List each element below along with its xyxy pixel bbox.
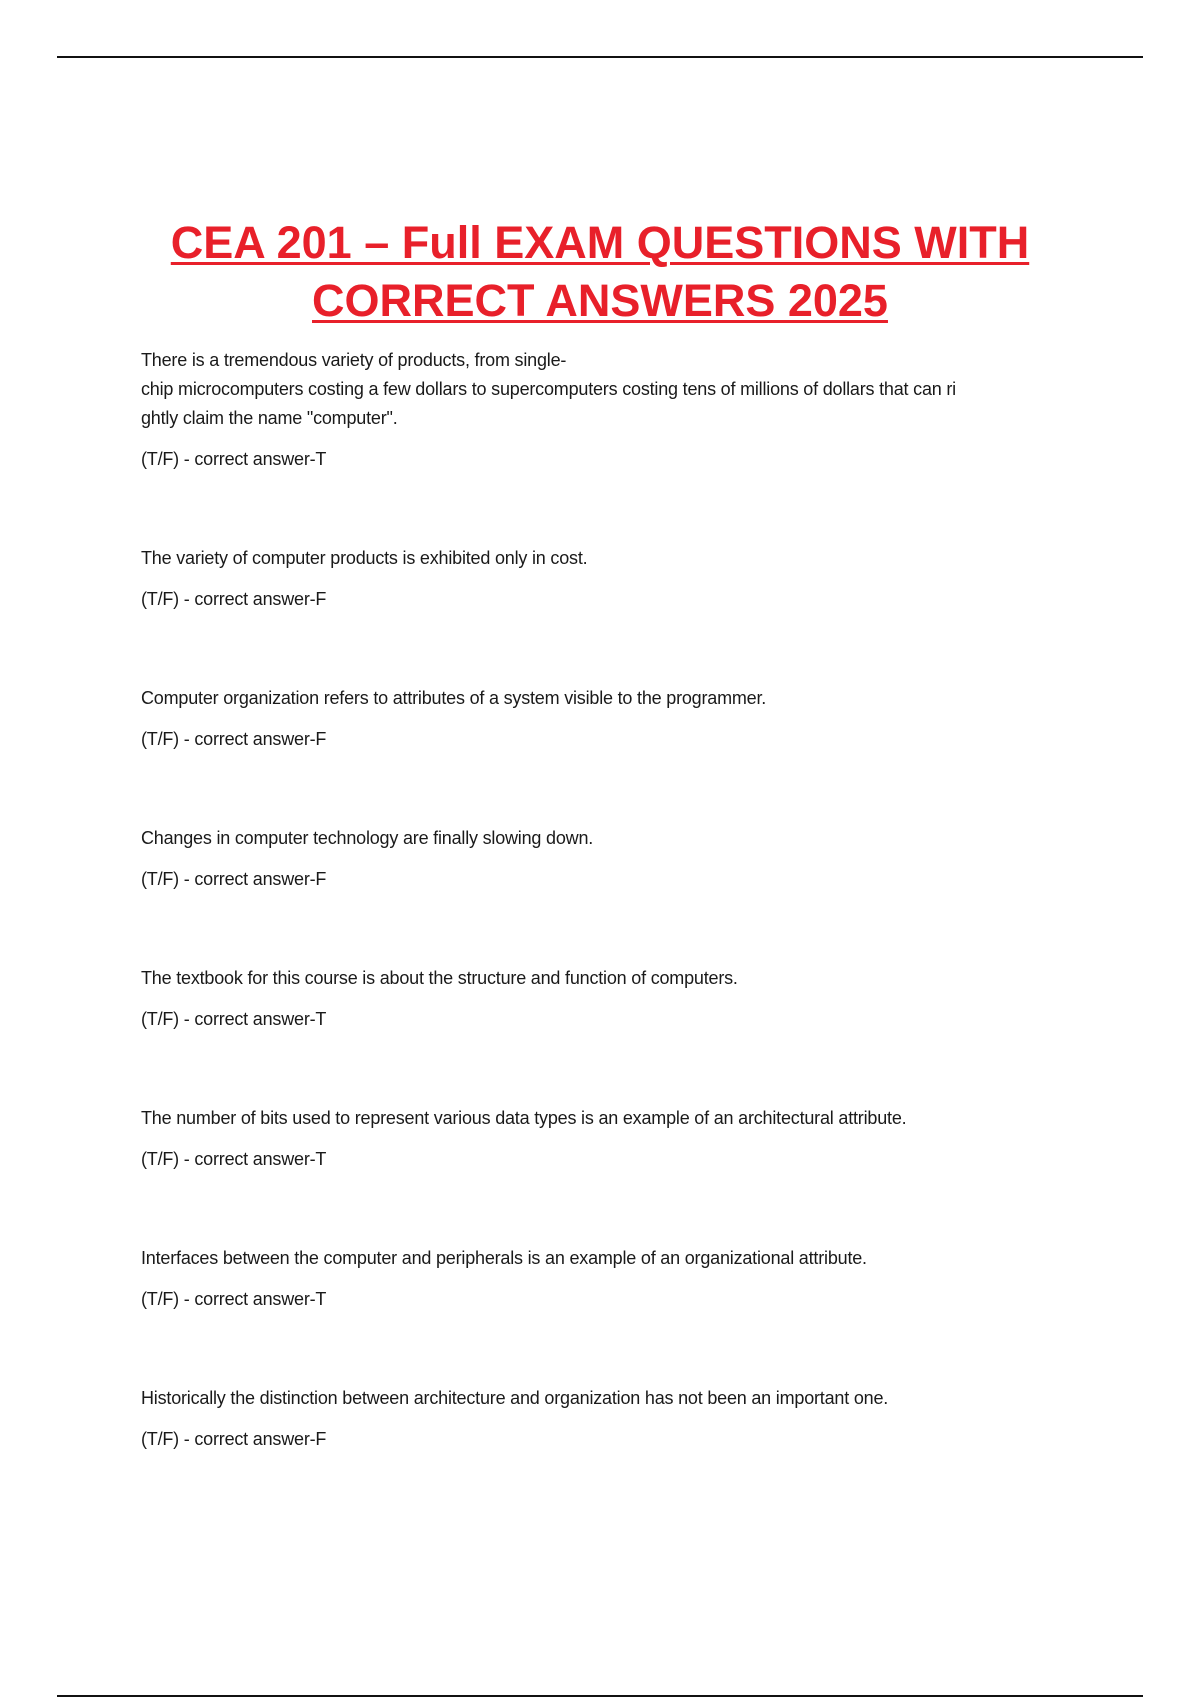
question-item bbox=[141, 1384, 1071, 1451]
answer-text: (T/F) - correct answer-T bbox=[141, 449, 327, 469]
question-line: chip microcomputers costing a few dollars to supercomputers costing tens of millions of dollars that can ri bbox=[141, 379, 956, 399]
question-item bbox=[141, 684, 1071, 751]
answer-text: (T/F) - correct answer-F bbox=[141, 1429, 327, 1449]
question-text: Historically the distinction between architecture and organization has not been an important one. bbox=[141, 1388, 889, 1408]
question-text: Changes in computer technology are finally slowing down. bbox=[141, 828, 594, 848]
question-text: The variety of computer products is exhibited only in cost. bbox=[141, 548, 588, 568]
document-title bbox=[100, 214, 1100, 330]
question-item bbox=[141, 1104, 1071, 1171]
item-spacer bbox=[141, 891, 1071, 964]
item-spacer bbox=[141, 1031, 1071, 1104]
question-item bbox=[141, 824, 1071, 891]
item-spacer bbox=[141, 1171, 1071, 1244]
question-text: Interfaces between the computer and peripherals is an example of an organizational attribute. bbox=[141, 1248, 867, 1268]
question-line: There is a tremendous variety of products, from single- bbox=[141, 350, 567, 370]
question-item bbox=[141, 544, 1071, 611]
answer-text: (T/F) - correct answer-T bbox=[141, 1149, 327, 1169]
title-line-1: CEA 201 – Full EXAM QUESTIONS WITH bbox=[170, 217, 1030, 268]
question-text: The textbook for this course is about the structure and function of computers. bbox=[141, 968, 738, 988]
question-text: Computer organization refers to attributes of a system visible to the programmer. bbox=[141, 688, 767, 708]
question-item bbox=[141, 346, 1071, 471]
item-spacer bbox=[141, 611, 1071, 684]
question-text bbox=[141, 346, 1071, 433]
question-line: ghtly claim the name "computer". bbox=[141, 408, 398, 428]
item-spacer bbox=[141, 1311, 1071, 1384]
title-line-2: CORRECT ANSWERS 2025 bbox=[312, 275, 888, 326]
top-rule bbox=[57, 56, 1143, 58]
question-item bbox=[141, 1244, 1071, 1311]
question-list bbox=[141, 346, 1071, 1451]
question-item bbox=[141, 964, 1071, 1031]
answer-text: (T/F) - correct answer-T bbox=[141, 1289, 327, 1309]
answer-text: (T/F) - correct answer-F bbox=[141, 589, 327, 609]
question-text: The number of bits used to represent various data types is an example of an architectural attribute. bbox=[141, 1108, 907, 1128]
answer-text: (T/F) - correct answer-T bbox=[141, 1009, 327, 1029]
item-spacer bbox=[141, 471, 1071, 544]
answer-text: (T/F) - correct answer-F bbox=[141, 869, 327, 889]
item-spacer bbox=[141, 751, 1071, 824]
bottom-rule bbox=[57, 1695, 1143, 1697]
answer-text: (T/F) - correct answer-F bbox=[141, 729, 327, 749]
